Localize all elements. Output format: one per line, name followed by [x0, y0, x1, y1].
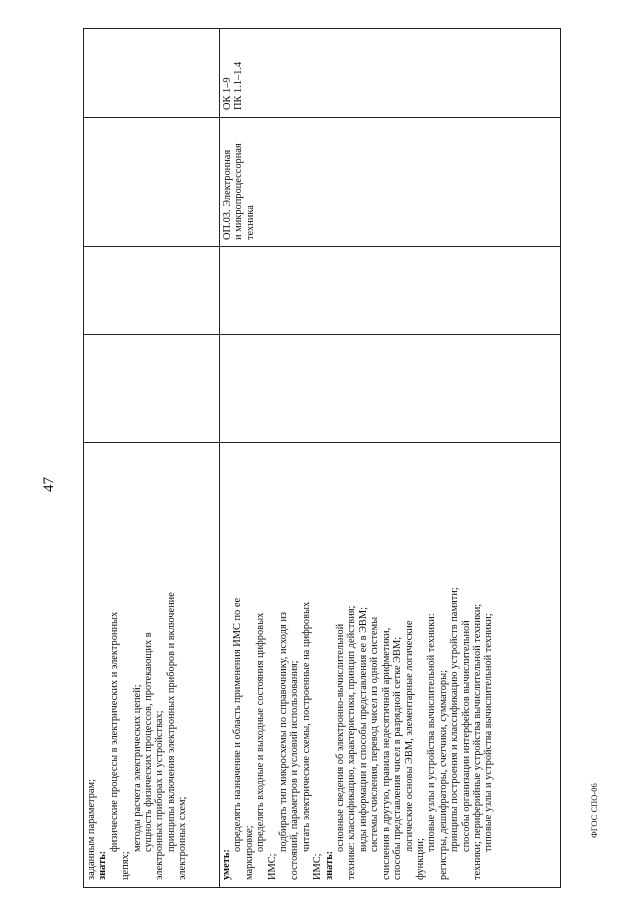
discipline-line: и микропроцессорная [233, 143, 245, 240]
table-top-border [83, 28, 561, 29]
content-line: типовые узлы и устройства вычислительной техники: [426, 613, 438, 852]
table-right-border [560, 28, 561, 888]
content-line: логические основы ЭВМ, элементарные логические [403, 620, 415, 852]
page-number: 47 [41, 477, 57, 492]
content-line: состояний, параметров и условий использования; [289, 660, 301, 880]
table-bottom-border [83, 887, 561, 888]
content-line-heading: уметь: [221, 849, 232, 880]
content-line: счисления в другую, правила недесятичной арифметики, [380, 627, 392, 880]
content-line: определять назначение и область применения ИМС по ее [232, 597, 244, 852]
content-line: основные сведения об электронно-вычислительной [335, 623, 347, 852]
content-cell-text-2 [221, 587, 495, 880]
competencies-cell-text [222, 62, 245, 110]
content-line: принципы включения электронных приборов и включение [165, 592, 177, 852]
content-line: заданным параметрам; [86, 779, 97, 880]
column-divider-content [83, 442, 561, 443]
content-line: подбирать тип микросхемы по справочнику, исходя из [278, 611, 290, 852]
row-divider [219, 28, 220, 888]
column-divider-discipline [83, 246, 561, 247]
content-line: принципы построения и классификацию устройств памяти; [449, 587, 461, 852]
discipline-cell-text [222, 143, 256, 240]
content-line: читать электрические схемы, построенные на цифровых [300, 601, 312, 852]
column-divider-empty [83, 334, 561, 335]
competency-line: ОК 1–9 [222, 77, 233, 110]
content-line: ИМС; [312, 853, 324, 880]
content-line: физические процессы в электрических и электронных [108, 611, 120, 852]
column-divider-competencies [83, 117, 561, 118]
content-line-heading: знать: [97, 850, 109, 880]
footer-label: ФГОС СПО-06 [589, 783, 599, 838]
content-line: ИМС; [266, 853, 278, 880]
table-left-border [83, 28, 84, 888]
content-line: электронных приборах и устройствах; [154, 710, 166, 880]
content-line: цепях; [120, 851, 132, 880]
content-line: техники; периферийные устройства вычислительной техники; [471, 603, 483, 880]
content-cell-text [86, 592, 189, 880]
content-line: способы представления чисел в разрядной сетке ЭВМ; [392, 636, 404, 880]
content-line: функции; [414, 838, 426, 880]
content-line: сущность физических процессов, протекающих в [143, 632, 155, 852]
content-line: технике: классификацию, характеристики, принцип действия; [346, 605, 358, 880]
content-line: электронных схем; [177, 796, 189, 880]
discipline-line: техника [244, 205, 256, 240]
content-line: определять входные и выходные состояния цифровых [255, 612, 267, 852]
content-line: способы организации интерфейсов вычислительной [460, 620, 472, 852]
content-line: маркировке; [243, 825, 255, 880]
discipline-line: ОП.03. Электронная [222, 149, 233, 240]
competency-line: ПК 1.1–1.4 [233, 61, 245, 110]
content-line: методы расчета электрических цепей; [131, 684, 143, 852]
content-line: системы счисления, перевод чисел из одной системы [369, 616, 381, 852]
content-line: регистры, дешифраторы, счетчики, сумматоры; [437, 670, 449, 880]
content-line: виды информации и способы представления ее в ЭВМ; [357, 607, 369, 852]
content-line: типовые узлы и устройства вычислительной техники; [483, 613, 495, 852]
content-line-heading: знать: [323, 850, 335, 880]
